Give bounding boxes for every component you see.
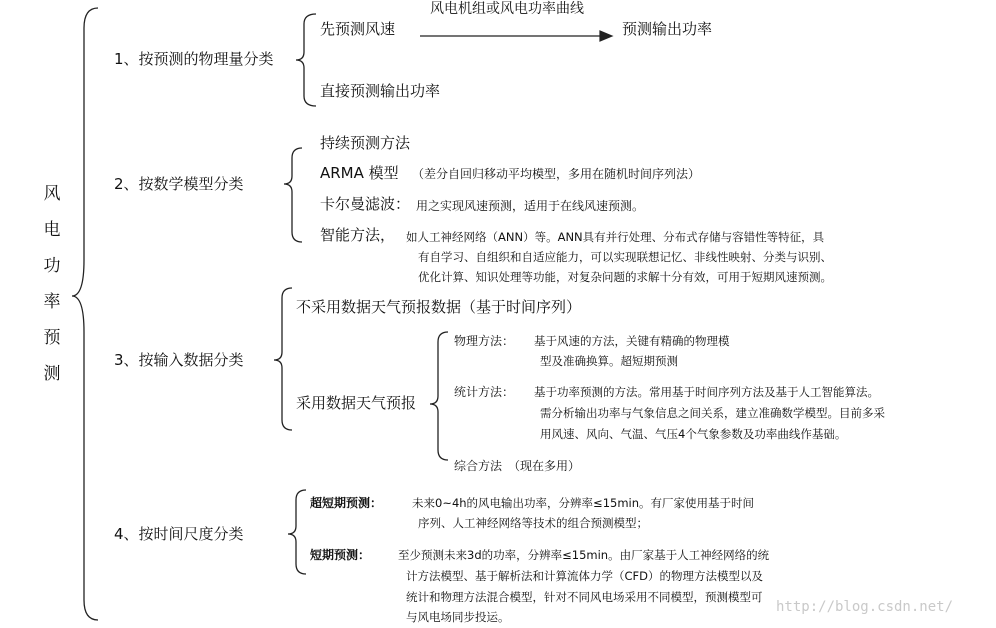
cat1-item1: 先预测风速 <box>320 20 396 38</box>
cat4-ultra-line: 未来0~4h的风电输出功率，分辨率≤15min。有厂家使用基于时间 <box>412 496 755 510</box>
cat3-statistical-line: 需分析输出功率与气象信息之间关系，建立准确数学模型。目前多采 <box>540 406 885 420</box>
root-char: 功 <box>43 256 61 276</box>
main-bracket <box>72 8 98 620</box>
root-char: 率 <box>43 292 61 312</box>
cat3-bracket <box>274 288 292 430</box>
root-char: 测 <box>43 364 61 384</box>
cat3-combined: 综合方法 （现在多用） <box>454 459 581 473</box>
cat2-label: 2、按数学模型分类 <box>114 175 244 193</box>
cat2-item3-title: 卡尔曼滤波： <box>320 195 411 213</box>
cat4-bracket <box>288 490 306 574</box>
cat2-item4-line: 如人工神经网络（ANN）等。ANN具有并行处理、分布式存储与容错性等特征，具 <box>406 230 825 244</box>
root-char: 预 <box>43 328 61 348</box>
cat4-short-line: 与风电场同步投运。 <box>406 610 510 624</box>
cat2-item2-title: ARMA 模型 <box>320 164 399 182</box>
cat4-short-line: 至少预测未来3d的功率，分辨率≤15min。由厂家基于人工神经网络的统 <box>398 548 770 562</box>
cat2-item4-line: 有自学习、自组织和自适应能力，可以实现联想记忆、非线性映射、分类与识别、 <box>418 250 832 264</box>
cat3-physical-title: 物理方法： <box>454 334 515 348</box>
cat3-physical-line: 型及准确换算。超短期预测 <box>540 354 678 368</box>
cat1-arrow-target: 预测输出功率 <box>622 20 713 38</box>
cat3-item1: 不采用数据天气预报数据（基于时间序列） <box>296 298 582 316</box>
cat2-item3-desc: 用之实现风速预测，适用于在线风速预测。 <box>416 199 645 213</box>
cat4-short-line: 计方法模型、基于解析法和计算流体力学（CFD）的物理方法模型以及 <box>406 569 763 583</box>
cat2-item1: 持续预测方法 <box>320 134 411 152</box>
cat2-item4-line: 优化计算、知识处理等功能，对复杂问题的求解十分有效，可用于短期风速预测。 <box>418 270 832 284</box>
cat3-statistical-title: 统计方法： <box>454 385 515 399</box>
cat4-ultra-line: 序列、人工神经网络等技术的组合预测模型； <box>418 516 648 530</box>
root-char: 风 <box>43 184 61 204</box>
cat3-sub-bracket <box>430 332 448 460</box>
cat3-label: 3、按输入数据分类 <box>114 351 244 369</box>
cat3-physical-line: 基于风速的方法，关键有精确的物理模 <box>534 334 730 348</box>
cat1-arrow-label: 风电机组或风电功率曲线 <box>430 1 584 17</box>
cat2-item2-desc: （差分自回归移动平均模型，多用在随机时间序列法） <box>412 167 701 181</box>
root-char: 电 <box>43 220 61 240</box>
cat4-short-line: 统计和物理方法混合模型，针对不同风电场采用不同模型，预测模型可 <box>406 590 763 604</box>
cat1-item2: 直接预测输出功率 <box>320 82 441 100</box>
cat1-label: 1、按预测的物理量分类 <box>114 50 274 68</box>
cat1-bracket <box>296 14 316 106</box>
cat2-item4-title: 智能方法， <box>320 226 396 244</box>
cat3-item2: 采用数据天气预报 <box>296 394 417 412</box>
cat4-label: 4、按时间尺度分类 <box>114 525 244 543</box>
cat2-bracket <box>284 148 302 242</box>
cat3-statistical-line: 用风速、风向、气温、气压4个气象参数及功率曲线作基础。 <box>540 427 847 441</box>
arrow <box>420 31 612 41</box>
root-label <box>42 176 62 392</box>
cat4-short-title: 短期预测： <box>310 548 371 562</box>
cat4-ultra-title: 超短期预测： <box>310 496 383 510</box>
cat3-statistical-line: 基于功率预测的方法。常用基于时间序列方法及基于人工智能算法。 <box>534 385 879 399</box>
watermark: http://blog.csdn.net/ <box>776 599 954 615</box>
